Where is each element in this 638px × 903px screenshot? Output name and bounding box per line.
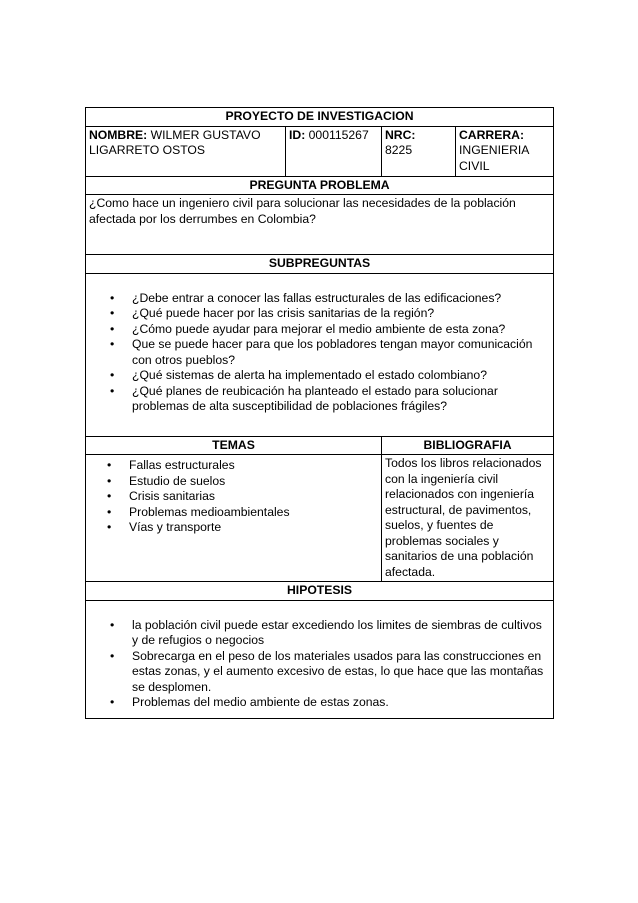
nombre-label: NOMBRE: xyxy=(89,127,148,142)
bibliografia-heading: BIBLIOGRAFIA xyxy=(382,436,554,455)
list-item: • Crisis sanitarias xyxy=(89,489,378,505)
list-item: • Fallas estructurales xyxy=(89,458,378,474)
project-title: PROYECTO DE INVESTIGACION xyxy=(86,108,554,127)
list-item: • Problemas medioambientales xyxy=(89,505,378,521)
list-item: • Vías y transporte xyxy=(89,520,378,536)
pregunta-text: ¿Como hace un ingeniero civil para solucionar las necesidades de la población afectada por los derrumbes en Colombia? xyxy=(86,195,554,255)
list-item: • Sobrecarga en el peso de los materiales usados para las construcciones en estas zonas, y el aumento excesivo de estas, lo que hace que las montañas se desplomen. xyxy=(89,649,550,696)
temas-list xyxy=(89,456,378,542)
hipotesis-cell xyxy=(86,600,554,718)
hipotesis-list xyxy=(89,602,550,717)
pregunta-heading: PREGUNTA PROBLEMA xyxy=(86,176,554,195)
list-item: • ¿Cómo puede ayudar para mejorar el medio ambiente de esta zona? xyxy=(89,322,550,338)
bibliografia-text: Todos los libros relacionados con la ingeniería civil relacionados con ingeniería estructural, de pavimentos, suelos, y fuentes de problemas sociales y sanitarios de una población afectada. xyxy=(382,455,554,582)
carrera-cell xyxy=(456,126,554,176)
research-project-table xyxy=(85,107,554,719)
list-item: • Estudio de suelos xyxy=(89,474,378,490)
list-item: • ¿Qué puede hacer por las crisis sanitarias de la región? xyxy=(89,306,550,322)
list-item: • Que se puede hacer para que los pobladores tengan mayor comunicación con otros pueblos? xyxy=(89,337,550,368)
nrc-cell xyxy=(382,126,456,176)
carrera-value: INGENIERIA CIVIL xyxy=(459,143,529,173)
list-item: • ¿Qué sistemas de alerta ha implementado el estado colombiano? xyxy=(89,368,550,384)
nrc-value: 8225 xyxy=(385,143,413,157)
temas-heading: TEMAS xyxy=(86,436,382,455)
subpreguntas-cell xyxy=(86,273,554,436)
list-item: • la población civil puede estar excediendo los limites de siembras de cultivos y de refugios o negocios xyxy=(89,618,550,649)
id-value: 000115267 xyxy=(308,127,369,142)
carrera-label: CARRERA: xyxy=(459,127,524,142)
list-item: • ¿Debe entrar a conocer las fallas estructurales de las edificaciones? xyxy=(89,291,550,307)
subpreguntas-list xyxy=(89,275,550,435)
id-cell xyxy=(286,126,382,176)
list-item: • Problemas del medio ambiente de estas zonas. xyxy=(89,695,550,711)
nrc-label: NRC: xyxy=(385,127,416,142)
nombre-value: WILMER GUSTAVO LIGARRETO OSTOS xyxy=(89,127,261,157)
subpreguntas-heading: SUBPREGUNTAS xyxy=(86,255,554,274)
hipotesis-heading: HIPOTESIS xyxy=(86,582,554,601)
nombre-cell xyxy=(86,126,286,176)
id-label: ID: xyxy=(289,127,306,142)
temas-cell xyxy=(86,455,382,582)
list-item: • ¿Qué planes de reubicación ha planteado el estado para solucionar problemas de alta susceptibilidad de poblaciones frágiles? xyxy=(89,384,550,415)
